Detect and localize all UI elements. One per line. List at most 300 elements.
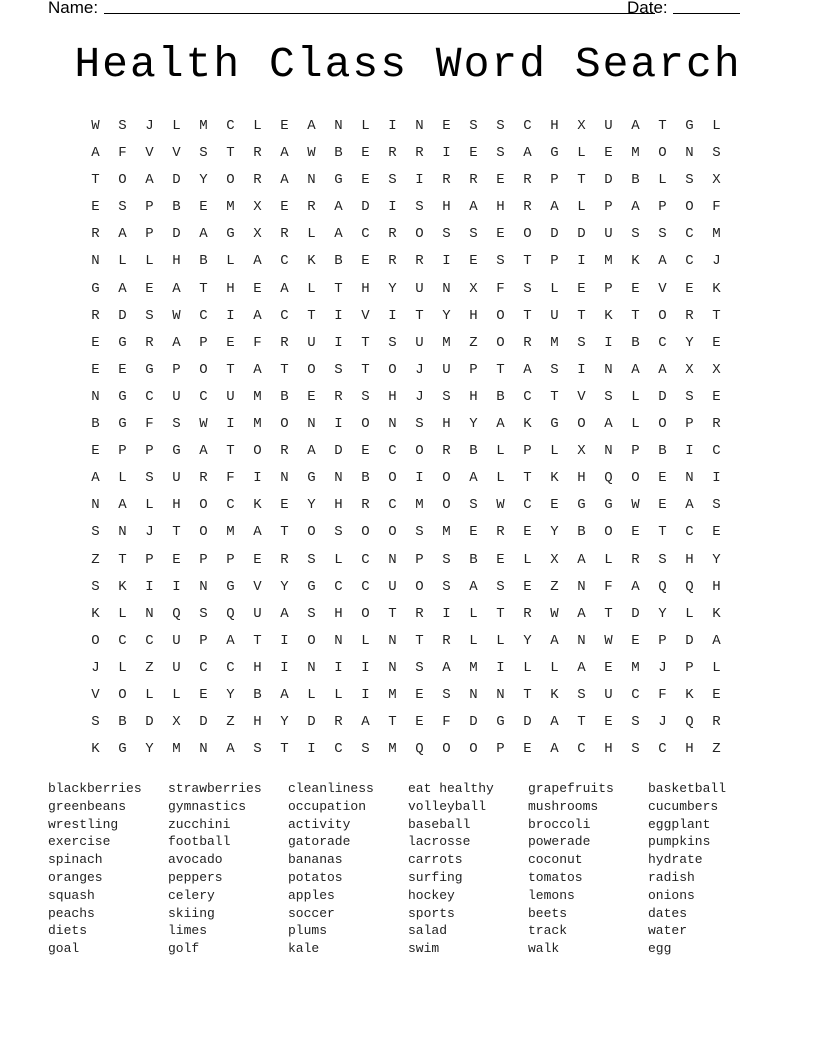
grid-letter: N <box>91 388 100 405</box>
grid-letter: H <box>442 416 451 433</box>
grid-letter: L <box>307 280 316 297</box>
grid-letter: Q <box>172 605 181 622</box>
grid-letter: E <box>280 497 289 514</box>
grid-letter: J <box>415 361 424 378</box>
grid-letter: L <box>469 632 478 649</box>
letter-grid <box>82 116 730 766</box>
grid-letter: O <box>307 361 316 378</box>
grid-letter: A <box>280 172 289 189</box>
grid-letter: V <box>361 307 370 324</box>
grid-letter: R <box>523 199 532 216</box>
word-bank-item: coconut <box>528 852 583 868</box>
grid-letter: S <box>496 145 505 162</box>
grid-letter: T <box>604 605 613 622</box>
grid-letter: O <box>442 741 451 758</box>
grid-letter: A <box>550 741 559 758</box>
grid-letter: A <box>550 632 559 649</box>
grid-letter: L <box>145 686 154 703</box>
word-bank-item: walk <box>528 941 560 957</box>
grid-letter: A <box>118 497 127 514</box>
grid-letter: A <box>658 361 667 378</box>
grid-letter: X <box>712 361 721 378</box>
grid-letter: R <box>496 524 505 541</box>
grid-letter: S <box>388 172 397 189</box>
grid-letter: T <box>496 361 505 378</box>
word-bank-item: greenbeans <box>48 798 127 814</box>
grid-letter: N <box>118 524 127 541</box>
grid-letter: F <box>442 714 451 731</box>
grid-letter: U <box>388 578 397 595</box>
grid-letter: S <box>415 199 424 216</box>
grid-letter: A <box>253 524 262 541</box>
grid-letter: H <box>469 307 478 324</box>
grid-letter: R <box>442 632 451 649</box>
grid-letter: S <box>415 659 424 676</box>
grid-letter: H <box>226 280 235 297</box>
grid-letter: E <box>712 388 721 405</box>
grid-letter: R <box>253 172 262 189</box>
word-bank-item: onions <box>648 887 695 903</box>
header-line <box>48 0 748 20</box>
grid-letter: I <box>280 659 289 676</box>
grid-letter: I <box>172 578 181 595</box>
grid-letter: F <box>712 199 721 216</box>
word-bank-item: powerade <box>528 834 591 850</box>
grid-letter: S <box>658 551 667 568</box>
word-bank-item: apples <box>288 887 335 903</box>
grid-letter: T <box>226 361 235 378</box>
grid-letter: O <box>604 524 613 541</box>
grid-letter: S <box>334 361 343 378</box>
grid-letter: M <box>253 416 262 433</box>
grid-letter: L <box>172 118 181 134</box>
grid-letter: O <box>388 524 397 541</box>
grid-letter: K <box>307 253 316 270</box>
grid-letter: L <box>361 118 370 134</box>
grid-letter: K <box>253 497 262 514</box>
grid-letter: I <box>442 605 451 622</box>
grid-letter: Y <box>442 307 451 324</box>
grid-letter: D <box>307 714 316 731</box>
grid-letter: U <box>415 334 424 351</box>
word-bank-item: grapefruits <box>528 781 614 796</box>
grid-letter: A <box>334 226 343 243</box>
grid-letter: T <box>415 632 424 649</box>
word-bank-item: salad <box>408 923 448 939</box>
grid-letter: E <box>604 145 613 162</box>
grid-letter: E <box>415 686 424 703</box>
grid-letter: A <box>226 741 235 758</box>
grid-letter: U <box>172 470 181 487</box>
grid-letter: R <box>361 497 370 514</box>
grid-letter: S <box>631 714 640 731</box>
grid-letter: T <box>631 307 640 324</box>
grid-letter: S <box>307 605 316 622</box>
grid-letter: Y <box>226 686 235 703</box>
grid-letter: T <box>226 145 235 162</box>
grid-letter: O <box>415 578 424 595</box>
grid-letter: L <box>307 226 316 243</box>
grid-letter: I <box>334 307 343 324</box>
word-bank-item: carrots <box>408 852 463 868</box>
grid-letter: G <box>226 226 235 243</box>
grid-letter: O <box>415 443 424 460</box>
grid-letter: I <box>712 470 721 487</box>
word-bank-item: surfing <box>408 869 463 885</box>
grid-letter: C <box>118 632 127 649</box>
grid-letter: R <box>685 307 694 324</box>
grid-letter: O <box>658 307 667 324</box>
grid-letter: E <box>442 118 451 134</box>
grid-letter: Z <box>469 334 478 351</box>
grid-letter: L <box>334 686 343 703</box>
word-bank-item: eat healthy <box>408 781 494 796</box>
grid-letter: B <box>280 388 289 405</box>
grid-letter: U <box>442 361 451 378</box>
grid-letter: P <box>550 253 559 270</box>
grid-letter: S <box>712 145 721 162</box>
grid-letter: A <box>226 632 235 649</box>
grid-letter: D <box>604 172 613 189</box>
grid-letter: J <box>658 659 667 676</box>
date-blank-line <box>673 13 740 14</box>
grid-letter: J <box>145 524 154 541</box>
grid-letter: A <box>253 361 262 378</box>
grid-letter: G <box>172 443 181 460</box>
grid-letter: Y <box>658 605 667 622</box>
grid-letter: L <box>334 551 343 568</box>
word-bank-item: potatos <box>288 869 343 885</box>
grid-letter: F <box>226 470 235 487</box>
grid-letter: B <box>334 253 343 270</box>
grid-letter: C <box>199 307 208 324</box>
word-bank-item: peppers <box>168 869 223 885</box>
word-bank-item: oranges <box>48 869 103 885</box>
grid-letter: S <box>307 551 316 568</box>
grid-letter: J <box>658 714 667 731</box>
grid-letter: L <box>550 280 559 297</box>
grid-letter: S <box>388 334 397 351</box>
grid-letter: M <box>172 741 181 758</box>
grid-letter: L <box>685 605 694 622</box>
grid-letter: A <box>280 280 289 297</box>
word-bank-item: limes <box>168 923 208 939</box>
grid-letter: L <box>523 551 532 568</box>
grid-letter: C <box>523 497 532 514</box>
grid-letter: S <box>442 686 451 703</box>
word-bank-item: occupation <box>288 798 367 814</box>
grid-letter: H <box>604 741 613 758</box>
grid-letter: P <box>199 551 208 568</box>
grid-letter: E <box>361 443 370 460</box>
grid-letter: C <box>685 226 694 243</box>
grid-letter: G <box>496 714 505 731</box>
grid-letter: H <box>334 497 343 514</box>
grid-letter: I <box>307 741 316 758</box>
grid-letter: E <box>91 361 100 378</box>
grid-letter: A <box>469 199 478 216</box>
grid-letter: C <box>334 578 343 595</box>
grid-letter: N <box>91 497 100 514</box>
grid-letter: Q <box>415 741 424 758</box>
grid-letter: M <box>469 659 478 676</box>
word-bank-item: cucumbers <box>648 798 719 814</box>
grid-letter: I <box>496 659 505 676</box>
grid-letter: M <box>442 334 451 351</box>
grid-letter: L <box>631 416 640 433</box>
grid-letter: I <box>604 334 613 351</box>
grid-letter: I <box>577 361 586 378</box>
grid-letter: O <box>496 307 505 324</box>
grid-letter: O <box>442 497 451 514</box>
grid-letter: S <box>685 172 694 189</box>
grid-letter: Y <box>550 524 559 541</box>
grid-letter: K <box>712 605 721 622</box>
word-bank-item: lemons <box>528 887 575 903</box>
grid-letter: A <box>118 226 127 243</box>
grid-letter: I <box>388 199 397 216</box>
grid-letter: D <box>685 632 694 649</box>
grid-letter: U <box>550 307 559 324</box>
grid-letter: R <box>523 605 532 622</box>
grid-letter: C <box>280 253 289 270</box>
word-bank-item: sports <box>408 905 455 921</box>
grid-letter: S <box>91 524 100 541</box>
grid-letter: E <box>253 551 262 568</box>
grid-letter: S <box>415 416 424 433</box>
grid-letter: T <box>388 714 397 731</box>
grid-letter: B <box>496 388 505 405</box>
grid-letter: T <box>523 253 532 270</box>
grid-letter: P <box>199 632 208 649</box>
grid-letter: H <box>388 388 397 405</box>
grid-letter: P <box>496 741 505 758</box>
grid-letter: O <box>307 524 316 541</box>
grid-letter: V <box>145 145 154 162</box>
grid-letter: E <box>415 714 424 731</box>
grid-letter: P <box>145 226 154 243</box>
grid-letter: T <box>253 632 262 649</box>
grid-letter: S <box>253 741 262 758</box>
grid-letter: N <box>496 686 505 703</box>
word-bank-item: cleanliness <box>288 781 374 796</box>
grid-letter: U <box>604 118 613 134</box>
grid-letter: N <box>307 172 316 189</box>
grid-letter: H <box>685 551 694 568</box>
grid-letter: D <box>631 605 640 622</box>
grid-letter: O <box>253 443 262 460</box>
grid-letter: R <box>415 253 424 270</box>
grid-letter: J <box>712 253 721 270</box>
grid-letter: D <box>145 714 154 731</box>
grid-letter: E <box>91 199 100 216</box>
grid-letter: R <box>253 145 262 162</box>
grid-letter: O <box>118 686 127 703</box>
grid-letter: F <box>496 280 505 297</box>
grid-letter: C <box>388 443 397 460</box>
grid-letter: G <box>685 118 694 134</box>
grid-letter: N <box>388 632 397 649</box>
grid-letter: S <box>631 741 640 758</box>
grid-letter: T <box>91 172 100 189</box>
grid-letter: E <box>469 524 478 541</box>
grid-letter: C <box>685 524 694 541</box>
grid-letter: E <box>523 741 532 758</box>
grid-letter: C <box>577 741 586 758</box>
grid-letter: W <box>631 497 640 514</box>
grid-letter: H <box>469 388 478 405</box>
grid-letter: N <box>442 280 451 297</box>
grid-letter: N <box>307 416 316 433</box>
grid-letter: Z <box>91 551 100 568</box>
grid-letter: U <box>172 388 181 405</box>
grid-letter: E <box>307 388 316 405</box>
grid-letter: K <box>118 578 127 595</box>
grid-letter: L <box>172 686 181 703</box>
grid-letter: M <box>550 334 559 351</box>
grid-letter: Y <box>145 741 154 758</box>
grid-letter: N <box>388 551 397 568</box>
grid-letter: Q <box>226 605 235 622</box>
grid-letter: C <box>226 659 235 676</box>
grid-letter: N <box>91 253 100 270</box>
word-bank-item: wrestling <box>48 816 119 832</box>
grid-letter: S <box>604 388 613 405</box>
grid-letter: P <box>658 632 667 649</box>
grid-letter: C <box>658 334 667 351</box>
grid-letter: I <box>442 253 451 270</box>
grid-letter: R <box>388 145 397 162</box>
grid-letter: R <box>334 388 343 405</box>
grid-letter: O <box>388 470 397 487</box>
word-bank-item: radish <box>648 869 695 885</box>
grid-letter: I <box>226 307 235 324</box>
grid-letter: S <box>91 578 100 595</box>
grid-letter: X <box>253 199 262 216</box>
grid-letter: V <box>172 145 181 162</box>
grid-letter: N <box>199 741 208 758</box>
grid-letter: H <box>442 199 451 216</box>
grid-letter: Z <box>226 714 235 731</box>
word-bank-item: pumpkins <box>648 834 711 850</box>
grid-letter: Z <box>712 741 721 758</box>
grid-letter: G <box>577 497 586 514</box>
grid-letter: R <box>712 714 721 731</box>
grid-letter: S <box>334 524 343 541</box>
grid-letter: L <box>550 443 559 460</box>
grid-letter: R <box>145 334 154 351</box>
grid-letter: L <box>577 199 586 216</box>
grid-letter: Y <box>685 334 694 351</box>
grid-letter: L <box>118 253 127 270</box>
grid-letter: V <box>91 686 100 703</box>
grid-letter: X <box>172 714 181 731</box>
grid-letter: S <box>199 605 208 622</box>
grid-letter: M <box>712 226 721 243</box>
grid-letter: S <box>442 388 451 405</box>
grid-letter: S <box>145 470 154 487</box>
grid-letter: I <box>415 172 424 189</box>
grid-letter: E <box>145 280 154 297</box>
grid-letter: C <box>631 686 640 703</box>
grid-letter: L <box>118 659 127 676</box>
grid-letter: C <box>388 497 397 514</box>
grid-letter: B <box>199 253 208 270</box>
grid-letter: T <box>496 605 505 622</box>
grid-letter: W <box>307 145 316 162</box>
grid-letter: O <box>496 334 505 351</box>
grid-letter: H <box>253 714 262 731</box>
grid-letter: A <box>631 361 640 378</box>
grid-letter: P <box>523 443 532 460</box>
grid-letter: N <box>604 443 613 460</box>
grid-letter: Q <box>685 714 694 731</box>
grid-letter: U <box>172 659 181 676</box>
grid-letter: A <box>361 714 370 731</box>
grid-letter: P <box>604 280 613 297</box>
grid-letter: B <box>658 443 667 460</box>
grid-letter: H <box>334 605 343 622</box>
grid-letter: Z <box>550 578 559 595</box>
word-bank-item: track <box>528 923 568 939</box>
grid-letter: H <box>172 497 181 514</box>
grid-letter: A <box>604 416 613 433</box>
grid-letter: D <box>577 226 586 243</box>
word-bank-item: golf <box>168 941 200 957</box>
grid-letter: I <box>577 253 586 270</box>
grid-letter: C <box>361 578 370 595</box>
grid-letter: A <box>496 416 505 433</box>
word-bank-item: goal <box>48 941 80 957</box>
word-bank-item: kale <box>288 941 320 957</box>
grid-letter: N <box>145 605 154 622</box>
grid-letter: I <box>280 632 289 649</box>
grid-letter: E <box>604 659 613 676</box>
grid-letter: E <box>280 199 289 216</box>
grid-letter: O <box>361 524 370 541</box>
grid-letter: B <box>361 470 370 487</box>
word-bank-item: peachs <box>48 905 95 921</box>
grid-letter: G <box>91 280 100 297</box>
grid-letter: O <box>577 416 586 433</box>
word-bank-item: football <box>168 834 231 850</box>
grid-letter: A <box>280 686 289 703</box>
grid-letter: A <box>91 470 100 487</box>
grid-letter: B <box>118 714 127 731</box>
grid-letter: K <box>712 280 721 297</box>
grid-letter: R <box>388 226 397 243</box>
grid-letter: P <box>118 443 127 460</box>
grid-letter: N <box>685 470 694 487</box>
word-bank-item: squash <box>48 887 95 903</box>
grid-letter: X <box>577 118 586 134</box>
grid-letter: E <box>361 253 370 270</box>
grid-letter: L <box>307 686 316 703</box>
grid-letter: N <box>334 632 343 649</box>
grid-letter: E <box>199 686 208 703</box>
grid-letter: Y <box>523 632 532 649</box>
grid-letter: D <box>550 226 559 243</box>
grid-letter: S <box>145 307 154 324</box>
grid-letter: O <box>523 226 532 243</box>
grid-letter: A <box>172 280 181 297</box>
grid-letter: G <box>118 741 127 758</box>
grid-letter: T <box>334 280 343 297</box>
word-bank-item: basketball <box>648 781 727 796</box>
grid-letter: E <box>361 172 370 189</box>
grid-letter: Y <box>469 416 478 433</box>
word-bank-item: eggplant <box>648 816 711 832</box>
